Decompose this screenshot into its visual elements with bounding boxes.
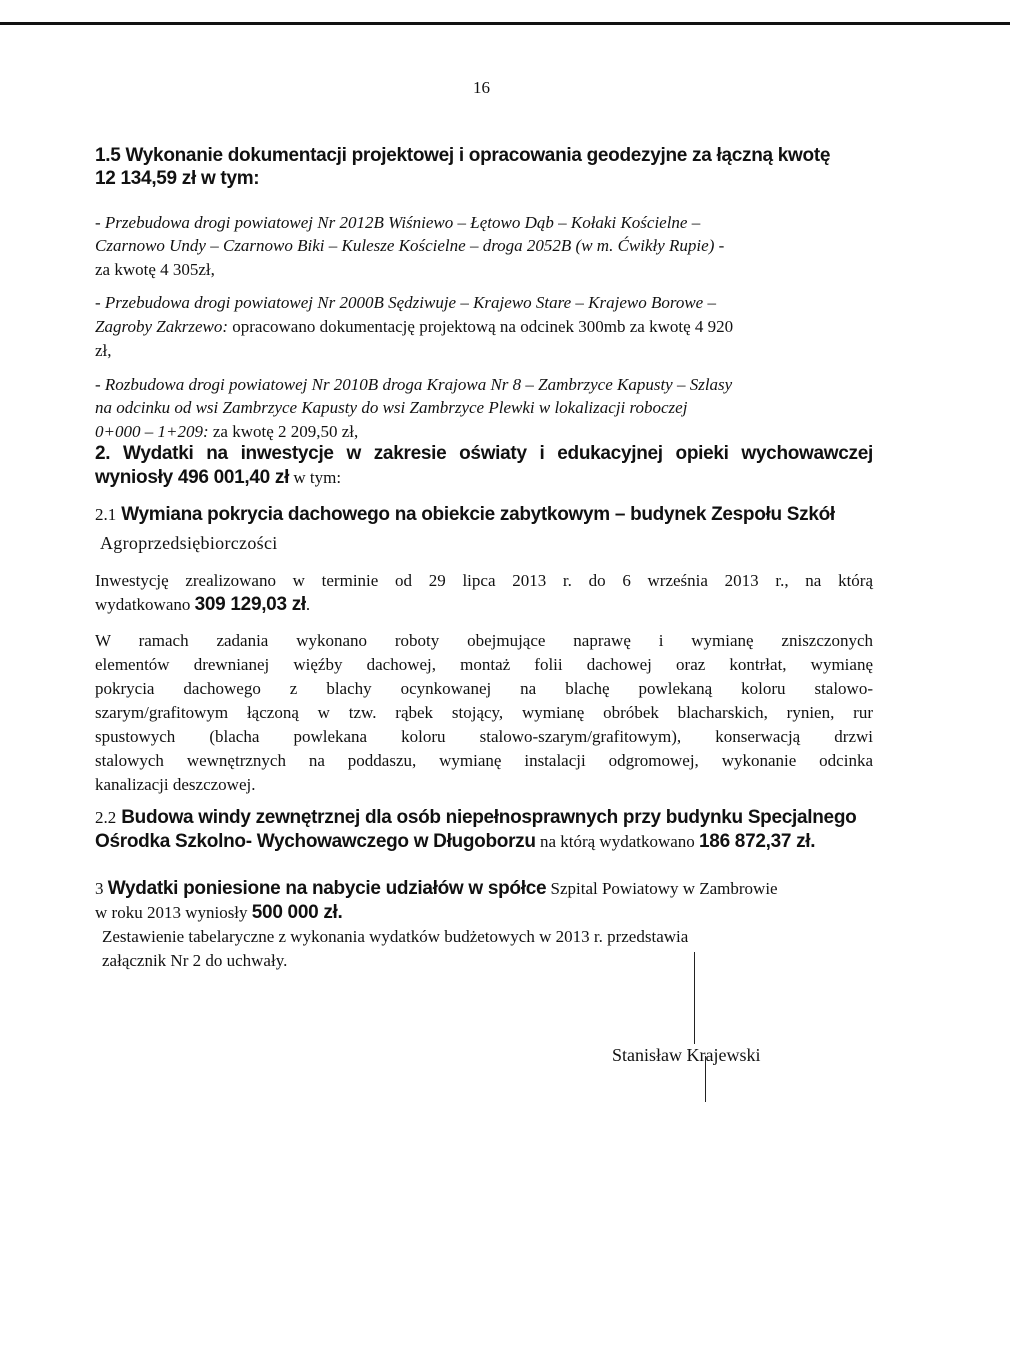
section-2-2-title: Budowa windy zewnętrznej dla osób niepełnosprawnych przy budynku Specjalnego — [116, 807, 857, 828]
section-3-line4: załącznik Nr 2 do uchwały. — [102, 951, 288, 970]
section-3-line1 — [95, 878, 778, 900]
section-2-1-para2-line2: elementów drewnianej więźby dachowej, montaż folii dachowej oraz kontrłat, wymianę — [95, 655, 873, 674]
section-2-heading-rest: w tym: — [289, 468, 342, 487]
item3-line1 — [95, 374, 732, 396]
section-2-1-para1-line2 — [95, 594, 310, 616]
section-3-line3: Zestawienie tabelaryczne z wykonania wydatków budżetowych w 2013 r. przedstawia — [102, 927, 689, 946]
section-3-number: 3 — [95, 879, 108, 898]
signature-stroke-upper — [694, 952, 695, 1044]
signature-name: Stanisław Krajewski — [612, 1045, 761, 1065]
section-3-line2 — [95, 902, 343, 924]
section-2-total: wyniosły 496 001,40 zł — [95, 467, 290, 488]
section-2-2-line1 — [95, 807, 856, 829]
scan-top-rule — [0, 22, 1010, 25]
section-2-1-para2-line5: spustowych (blacha powlekana koloru stalowo-szarym/grafitowym), konserwacją drzwi — [95, 727, 873, 746]
section-2-1-para2-line4: szarym/grafitowym łączoną w tzw. rąbek stojący, wymianę obróbek blacharskich, rynien, rur — [95, 703, 873, 722]
item3-line2 — [95, 397, 687, 419]
section-2-2-line2 — [95, 831, 815, 853]
item3-line3 — [95, 421, 358, 443]
item2-line2 — [95, 316, 733, 338]
section-3-amount: 500 000 zł. — [251, 902, 343, 923]
section-2-2-number: 2.2 — [95, 808, 117, 827]
section-2-1-title: Wymiana pokrycia dachowego na obiekcie zabytkowym – budynek Zespołu Szkół — [116, 504, 835, 525]
section-2-1-number: 2.1 — [95, 505, 117, 524]
section-2-heading-line2 — [95, 467, 341, 489]
section-2-1-heading-line1 — [95, 504, 835, 526]
item1-line1-text: - Przebudowa drogi powiatowej Nr 2012B Wiśniewo – Łętowo Dąb – Kołaki Kościelne – — [95, 213, 701, 232]
section-2-2-title-cont: Ośrodka Szkolno- Wychowawczego w Długoborzu — [95, 831, 536, 852]
item2-line2-rest: opracowano dokumentację projektową na odcinek 300mb za kwotę 4 920 — [228, 317, 734, 336]
section-2-1-para1-end: . — [305, 595, 311, 614]
item1-line2-text: Czarnowo Undy – Czarnowo Biki – Kulesze Kościelne – droga 2052B (w m. Ćwikły Rupie) - — [95, 236, 725, 255]
item1-line3: za kwotę 4 305zł, — [95, 260, 215, 279]
section-2-1-heading-line2: Agroprzedsiębiorczości — [100, 533, 278, 553]
item3-line3-italic: 0+000 – 1+209: — [95, 422, 209, 441]
item3-line1-text: - Rozbudowa drogi powiatowej Nr 2010B droga Krajowa Nr 8 – Zambrzyce Kapusty – Szlasy — [95, 375, 733, 394]
page-number: 16 — [473, 78, 490, 97]
section-2-1-para1-line1: Inwestycję zrealizowano w terminie od 29 lipca 2013 r. do 6 września 2013 r., na którą — [95, 571, 873, 590]
section-2-2-amount: 186 872,37 zł. — [699, 831, 816, 852]
section-2-1-para1-plain: wydatkowano — [95, 595, 195, 614]
item1-line1 — [95, 212, 700, 234]
section-3-rest: Szpital Powiatowy w Zambrowie — [546, 879, 778, 898]
section-2-1-amount: 309 129,03 zł — [194, 594, 306, 615]
section-2-1-para2-line7: kanalizacji deszczowej. — [95, 775, 256, 794]
section-3-title: Wydatki poniesione na nabycie udziałów w spółce — [107, 878, 547, 899]
item2-line2-italic: Zagroby Zakrzewo: — [95, 317, 229, 336]
section-3-line2-plain: w roku 2013 wyniosły — [95, 903, 252, 922]
section-1-5-heading-line1: 1.5 Wykonanie dokumentacji projektowej i opracowania geodezyjne za łączną kwotę — [95, 145, 831, 166]
section-2-1-para2-line3: pokrycia dachowego z blachy ocynkowanej na blachę powlekaną koloru stalowo- — [95, 679, 873, 698]
section-2-heading-line1: 2. Wydatki na inwestycje w zakresie oświaty i edukacyjnej opieki wychowawczej — [95, 443, 873, 464]
item2-line1-text: - Przebudowa drogi powiatowej Nr 2000B Sędziwuje – Krajewo Stare – Krajewo Borowe – — [95, 293, 716, 312]
section-2-2-plain: na którą wydatkowano — [535, 832, 700, 851]
section-1-5-heading-line2: 12 134,59 zł w tym: — [95, 168, 260, 189]
item1-line2 — [95, 235, 724, 257]
section-2-1-para2-line6: stalowych wewnętrznych na poddaszu, wymianę instalacji odgromowej, wykonanie odcinka — [95, 751, 873, 770]
section-2-1-para2-line1: W ramach zadania wykonano roboty obejmujące naprawę i wymianę zniszczonych — [95, 631, 873, 650]
item2-line3: zł, — [95, 341, 112, 360]
item3-line2-text: na odcinku od wsi Zambrzyce Kapusty do wsi Zambrzyce Plewki w lokalizacji roboczej — [95, 398, 688, 417]
item3-line3-rest: za kwotę 2 209,50 zł, — [208, 422, 359, 441]
item2-line1 — [95, 292, 716, 314]
